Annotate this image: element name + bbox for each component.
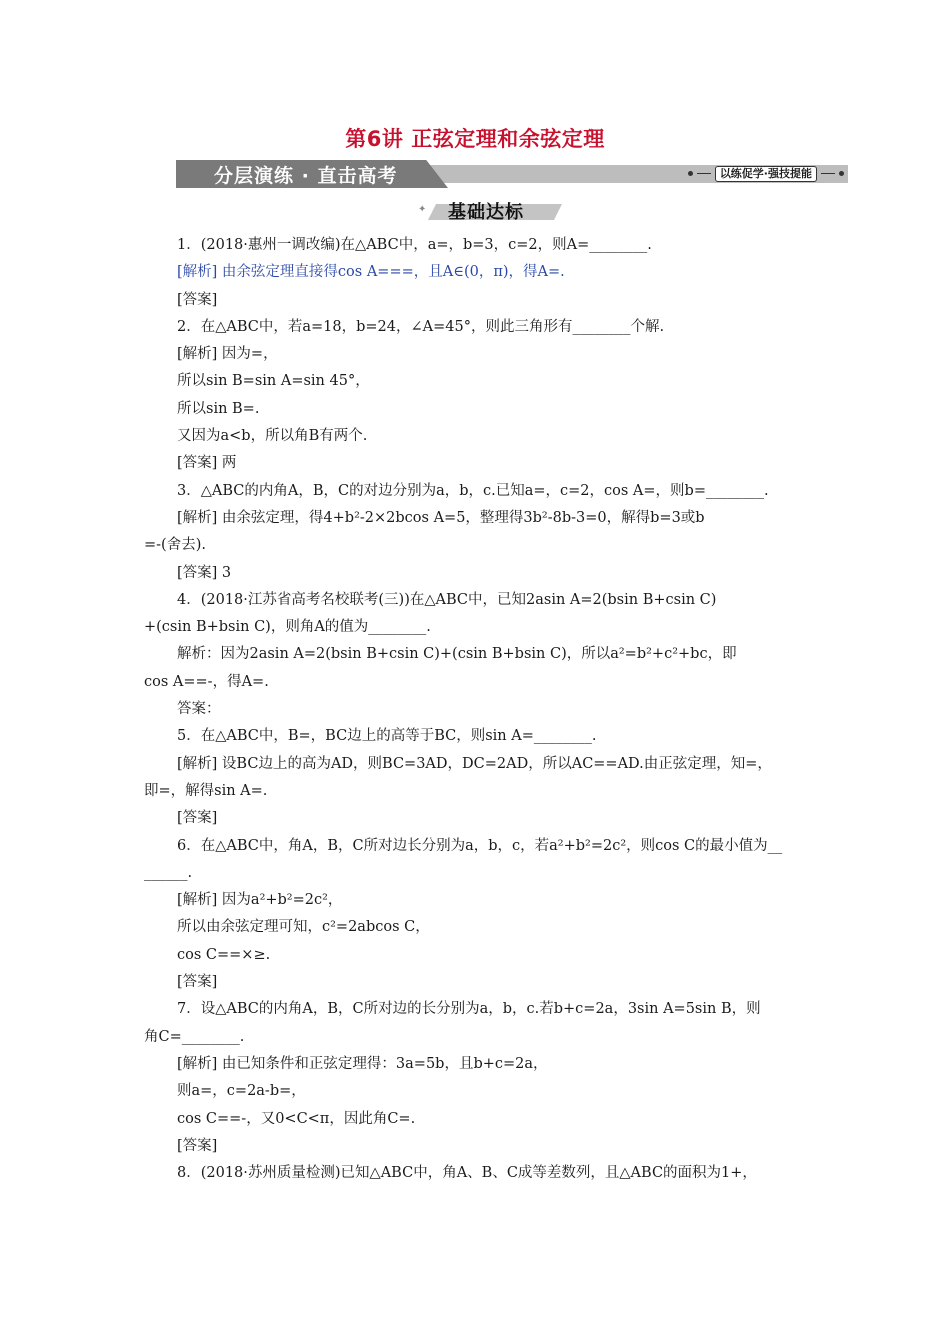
text-line: 角C=________. [144,1028,245,1045]
text-line: 所以sin B=. [177,400,260,417]
text-line: cos C==-，又0<C<π，因此角C=. [177,1110,416,1127]
text-line: [答案] [177,810,218,827]
text-line: [答案] 两 [177,455,237,472]
text-line: 1．(2018·惠州一调改编)在△ABC中，a=，b=3，c=2，则A=________. [177,237,652,253]
text-line: =-(舍去). [144,537,206,554]
text-line: [解析] 由余弦定理，得4+b²-2×2bcos A=5，整理得3b²-8b-3=0，解得b=3或b [177,509,705,526]
text-line: [解析] 由已知条件和正弦定理得：3a=5b，且b+c=2a， [177,1055,548,1072]
text-line: +(csin B+bsin C)，则角A的值为________. [144,619,431,636]
divider [821,173,835,174]
text-line: [答案] [177,974,218,991]
text-line: cos C==×≥. [177,946,271,963]
text-line: 7．设△ABC的内角A，B，C所对边的长分别为a，b，c.若b+c=2a，3sin A=5sin B，则 [177,1001,761,1018]
text-line: 则a=，c=2a-b=， [177,1083,306,1100]
text-line: [解析] 因为a²+b²=2c²， [177,892,343,909]
banner-right-label: 以练促学·强技提能 [715,166,817,182]
text-line: 答案： [177,701,221,718]
document-body [144,232,814,1187]
text-line: 所以由余弦定理可知，c²=2abcos C， [177,919,430,936]
text-line: [答案] 3 [177,564,232,581]
bullet-icon [839,171,844,176]
text-line: 解析：因为2asin A=2(bsin B+csin C)+(csin B+bsin C)，所以a²=b²+c²+bc，即 [177,646,737,663]
page-title: 第6讲 正弦定理和余弦定理 [345,127,605,151]
bullet-icon [688,171,693,176]
banner-left-label: 分层演练 · 直击高考 [214,165,398,187]
text-line: [解析] 由余弦定理直接得cos A===，且A∈(0，π)，得A=. [177,264,565,281]
text-line: [解析] 因为=， [177,346,278,363]
text-line: [答案] [177,291,218,308]
text-line: 6．在△ABC中，角A，B，C所对边长分别为a，b，c，若a²+b²=2c²，则cos C的最小值为__ [177,837,783,854]
text-line: 2．在△ABC中，若a=18，b=24，∠A=45°，则此三角形有________个解. [177,318,665,335]
text-line: 即=，解得sin A=. [144,782,268,799]
banner-right-group [688,165,844,182]
text-line: 3．△ABC的内角A，B，C的对边分别为a，b，c.已知a=，c=2，cos A=，则b=________. [177,482,769,499]
divider [697,173,711,174]
text-line: 8．(2018·苏州质量检测)已知△ABC中，角A、B、C成等差数列，且△ABC的面积为1+， [177,1165,757,1182]
text-line: cos A==-，得A=. [144,673,269,690]
sparkle-icon: ✦ [418,204,427,215]
text-line: 所以sin B=sin A=sin 45°， [177,373,370,390]
section-heading-label: 基础达标 [448,202,524,223]
text-line: [解析] 设BC边上的高为AD，则BC=3AD，DC=2AD，所以AC==AD.由正弦定理，知=， [177,755,772,772]
text-line: 5．在△ABC中，B=，BC边上的高等于BC，则sin A=________. [177,728,597,745]
section-heading [418,198,562,222]
text-line: [答案] [177,1137,218,1154]
section-banner [176,160,848,188]
text-line: 4．(2018·江苏省高考名校联考(三))在△ABC中，已知2asin A=2(bsin B+csin C) [177,591,717,608]
text-line: ______. [144,864,193,881]
text-line: 又因为a<b，所以角B有两个. [177,428,368,445]
